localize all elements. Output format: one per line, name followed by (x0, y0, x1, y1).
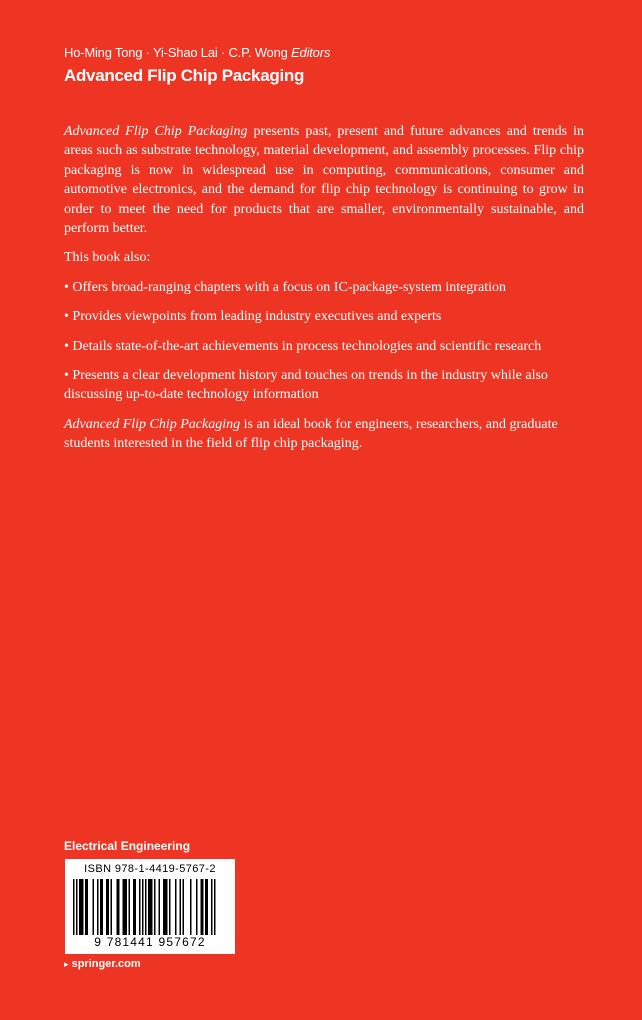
closing-book-title: Advanced Flip Chip Packaging (64, 416, 241, 432)
isbn-label: ISBN 978-1-4419-5767-2 (84, 863, 216, 875)
barcode-bar (154, 879, 156, 935)
barcode-bar (145, 879, 147, 935)
ean-digits: 9 781441 957672 (94, 935, 206, 949)
barcode-bar (151, 879, 153, 935)
intro-text: presents past, present and future advances and trends in areas such as substrate technology, material development, and assembly processes. Flip chip packaging is now in widespread use in computing, communications, consumer and automotive electronics, and the demand for flip chip technology is continuing to grow in order to meet the need for products that are smaller, environmentally sustainable, and perform better. (64, 124, 584, 237)
barcode-bar (190, 879, 192, 935)
barcode-bar (87, 879, 89, 935)
editors-role: Editors (291, 45, 331, 60)
barcode-bar (207, 879, 209, 935)
barcode-bar (76, 879, 78, 935)
barcode-bar (123, 879, 125, 935)
feature-item: • Provides viewpoints from leading industry executives and experts (64, 307, 584, 326)
closing-text: is an ideal book for engineers, researchers, and graduate students interested in the field of flip chip packaging. (64, 416, 558, 452)
barcode-bar (150, 879, 152, 935)
publisher-url (64, 958, 141, 970)
subject-category: Electrical Engineering (64, 839, 191, 853)
barcode-bar (175, 879, 177, 935)
feature-item: • Details state-of-the-art achievements in process technologies and scientific research (64, 337, 584, 356)
intro-paragraph (64, 122, 584, 238)
barcode-bar (126, 879, 128, 935)
editors-line (64, 45, 330, 60)
closing-paragraph (64, 415, 584, 454)
barcode-bar (211, 879, 213, 935)
barcode-bar (165, 879, 167, 935)
barcode-bar (117, 879, 119, 935)
barcode-bar (205, 879, 207, 935)
barcode-bar (81, 879, 83, 935)
barcode-bar (163, 879, 165, 935)
barcode-bar (201, 879, 203, 935)
barcode-bar (196, 879, 198, 935)
barcode-bar (124, 879, 126, 935)
barcode-bar (82, 879, 84, 935)
also-label: This book also: (64, 250, 151, 266)
editor-names: Ho-Ming Tong · Yi-Shao Lai · C.P. Wong (64, 45, 288, 60)
barcode-bar (183, 879, 185, 935)
blurb (64, 122, 584, 464)
barcode-bar (111, 879, 113, 935)
barcode-bar (129, 879, 131, 935)
barcode-bar (202, 879, 204, 935)
barcode-bar (180, 879, 182, 935)
barcode-bar (97, 879, 99, 935)
barcode-bar (102, 879, 104, 935)
book-title: Advanced Flip Chip Packaging (64, 66, 305, 85)
barcode-bar (108, 879, 110, 935)
barcode-bar (73, 879, 75, 935)
barcode-bar (135, 879, 137, 935)
arrow-icon: ▸ (64, 959, 69, 969)
barcode-bar (100, 879, 102, 935)
intro-book-title: Advanced Flip Chip Packaging (64, 124, 248, 139)
barcode-bar (142, 879, 144, 935)
barcode-bar (148, 879, 150, 935)
barcode-bar (79, 879, 81, 935)
feature-item: • Offers broad-ranging chapters with a focus on IC-package-system integration (64, 278, 584, 297)
barcode-bar (214, 879, 216, 935)
barcode-bar (166, 879, 168, 935)
barcode-bar (118, 879, 120, 935)
feature-list (64, 278, 584, 405)
barcode-bar (93, 879, 95, 935)
feature-item: • Presents a clear development history and touches on trends in the industry while also discussing up-to-date technology information (64, 366, 584, 405)
barcode-bars (73, 879, 227, 935)
publisher-text: springer.com (71, 958, 141, 970)
barcode-bar (169, 879, 171, 935)
barcode-bar (85, 879, 87, 935)
barcode-bar (106, 879, 108, 935)
isbn-barcode (65, 859, 235, 954)
barcode-bar (159, 879, 161, 935)
barcode-bar (139, 879, 141, 935)
barcode-bar (133, 879, 135, 935)
